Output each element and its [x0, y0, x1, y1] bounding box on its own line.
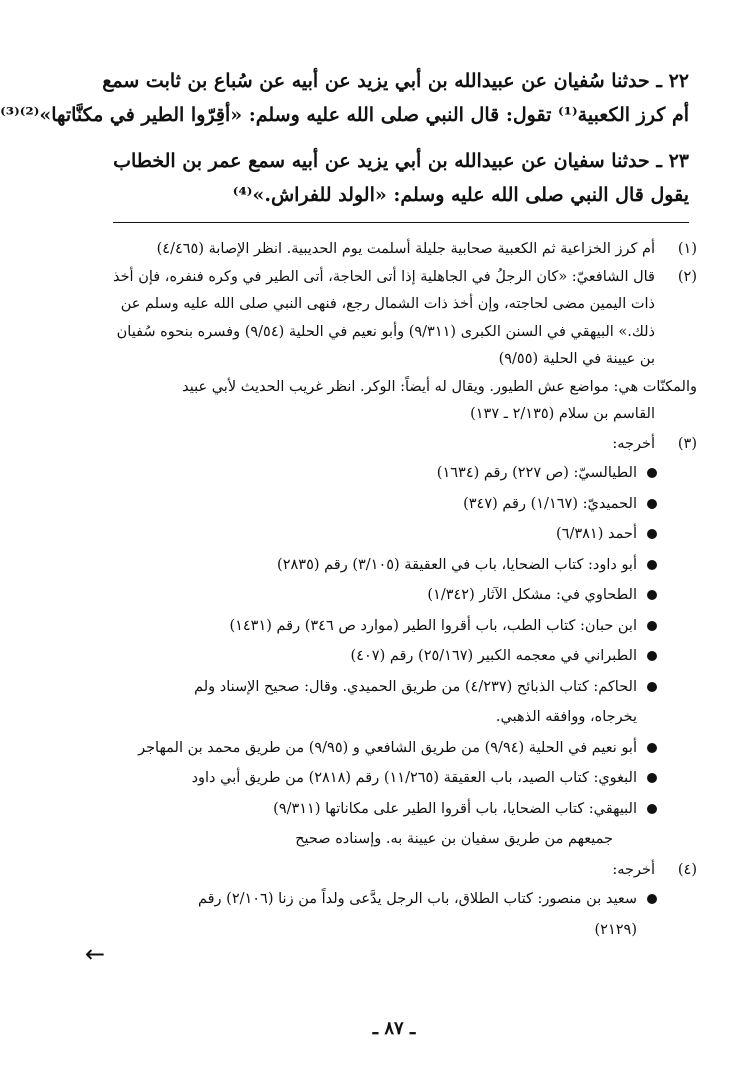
footnotes	[85, 236, 697, 945]
source-text: أحمد (٦/٣٨١)	[556, 526, 637, 542]
footnote-closing: جميعهم من طريق سفيان بن عيينة به. وإسناده صحيح	[295, 831, 613, 847]
source-text: الطحاوي في: مشكل الآثار (١/٣٤٢)	[427, 587, 637, 603]
source-item	[85, 641, 697, 672]
source-text: ابن حبان: كتاب الطب، باب أقروا الطير (موارد ص ٣٤٦) رقم (١٤٣١)	[229, 617, 637, 634]
source-item	[85, 580, 697, 611]
source-text: الحاكم: كتاب الذبائح (٤/٢٣٧) من طريق الحميدي. وقال: صحيح الإسناد ولم	[194, 678, 637, 695]
source-item	[85, 794, 697, 825]
footnote-number: (١)	[677, 241, 697, 257]
source-item	[85, 519, 697, 550]
source-item	[85, 458, 697, 489]
source-text: الطبراني في معجمه الكبير (٢٥/١٦٧) رقم (٤٠٧)	[350, 648, 637, 664]
bullet-icon	[647, 621, 657, 631]
footnote-line: ذات اليمين مضى لحاجته، وإن أخذ ذات الشمال رجع، فنهى النبي صلى الله عليه وسلم عن	[120, 296, 655, 312]
page-number: ـ ٨٧ ـ	[372, 1018, 416, 1039]
source-item	[85, 489, 697, 520]
hadith-line: يقول قال النبي صلى الله عليه وسلم: «الولد للفراش.»⁽⁴⁾	[232, 184, 689, 206]
bullet-icon	[647, 682, 657, 692]
source-text: (٢١٢٩)	[594, 921, 637, 938]
footnote-intro: أخرجه:	[612, 861, 655, 878]
footnote-number: (٣)	[677, 435, 697, 452]
bullet-icon	[647, 560, 657, 570]
bullet-icon	[647, 804, 657, 814]
source-text: الطيالسيّ: (ص ٢٢٧) رقم (١٦٣٤)	[436, 465, 637, 481]
footnote-3	[85, 431, 697, 855]
bullet-icon	[647, 894, 657, 904]
source-item	[85, 611, 697, 642]
footnote-line: القاسم بن سلام (٢/١٣٥ ـ ١٣٧)	[470, 406, 655, 422]
source-text: البيهقي: كتاب الضحايا، باب أقروا الطير على مكاناتها (٩/٣١١)	[273, 800, 637, 817]
bullet-icon	[647, 529, 657, 539]
source-text: البغوي: كتاب الصيد، باب العقيقة (١١/٢٦٥) رقم (٢٨١٨) من طريق أبي داود	[191, 770, 637, 786]
hadith-line: أم كرز الكعبية⁽¹⁾ تقول: قال النبي صلى الله عليه وسلم: «أقِرّوا الطير في مكنَّاتها»⁽²⁾⁽³⁾	[0, 104, 689, 126]
source-item	[85, 763, 697, 794]
bullet-icon	[647, 499, 657, 509]
footnote-number: (٢)	[677, 268, 697, 285]
footnote-line: ذلك.» البيهقي في السنن الكبرى (٩/٣١١) وأبو نعيم في الحلية (٩/٥٤) وفسره بنحوه سُفيان	[116, 323, 655, 340]
source-text: يخرجاه، ووافقه الذهبي.	[495, 709, 637, 725]
footnote-1	[85, 236, 697, 264]
bullet-icon	[647, 743, 657, 753]
source-text: أبو نعيم في الحلية (٩/٩٤) من طريق الشافعي و (٩/٩٥) من طريق محمد بن المهاجر	[138, 739, 637, 756]
footnote-line: قال الشافعيّ: «كان الرجلُ في الجاهلية إذا أتى الحاجة، أتى الطير في وكره فنفره، فإن أخذ	[112, 268, 655, 285]
footnote-number: (٤)	[677, 861, 697, 878]
source-item	[85, 884, 697, 945]
bullet-icon	[647, 651, 657, 661]
hadith-22	[0, 64, 689, 132]
footnote-text: أم كرز الخزاعية ثم الكعبية صحابية جليلة أسلمت يوم الحديبية. انظر الإصابة (٤/٤٦٥)	[156, 241, 655, 257]
hadith-23	[93, 144, 689, 212]
hadith-line: ٢٣ ـ حدثنا سفيان عن عبيدالله بن أبي يزيد عن أبيه سمع عمر بن الخطاب	[113, 150, 689, 172]
source-text: الحميديّ: (١/١٦٧) رقم (٣٤٧)	[463, 495, 637, 512]
hadith-line: ٢٢ ـ حدثنا سُفيان عن عبيدالله بن أبي يزيد عن أبيه عن سُباع بن ثابت سمع	[102, 70, 689, 92]
footnote-separator	[113, 222, 689, 223]
source-text: أبو داود: كتاب الضحايا، باب في العقيقة (٣/١٠٥) رقم (٢٨٣٥)	[277, 556, 637, 573]
footnote-4	[85, 857, 697, 946]
bullet-icon	[647, 468, 657, 478]
bullet-icon	[647, 773, 657, 783]
source-item	[85, 550, 697, 581]
bullet-icon	[647, 590, 657, 600]
next-page-arrow-icon: ←	[85, 940, 106, 968]
source-item	[85, 672, 697, 733]
footnote-line: والمكنّات هي: مواضع عش الطيور. ويقال له أيضاً: الوكر. انظر غريب الحديث لأبي عبيد	[182, 378, 697, 395]
source-list	[85, 884, 697, 945]
footnote-intro: أخرجه:	[612, 435, 655, 452]
footnote-2	[85, 264, 697, 429]
source-item	[85, 733, 697, 764]
source-list	[85, 458, 697, 824]
footnote-line: بن عيينة في الحلية (٩/٥٥)	[498, 351, 655, 367]
source-text: سعيد بن منصور: كتاب الطلاق، باب الرجل يدَّعى ولداً من زنا (٢/١٠٦) رقم	[197, 891, 637, 907]
